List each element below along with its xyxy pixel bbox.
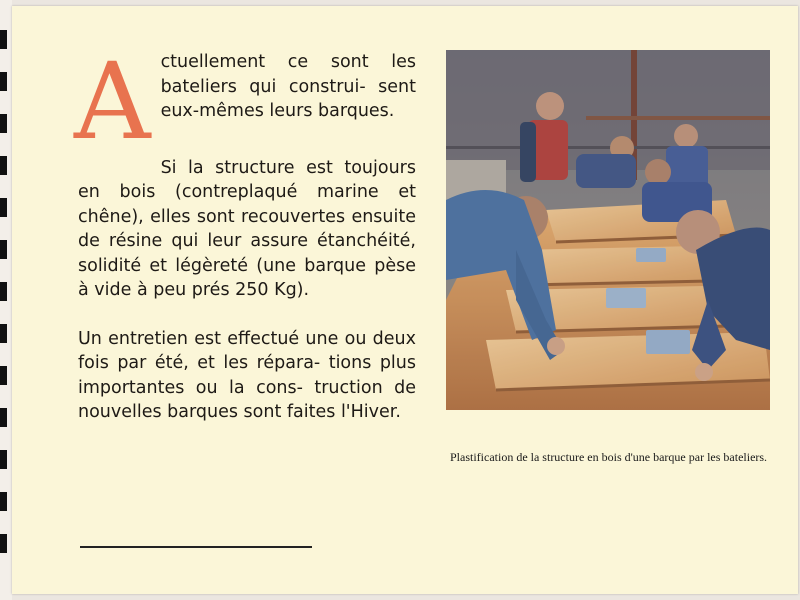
- binding-hole: [0, 366, 7, 385]
- binding-hole: [0, 324, 7, 343]
- drop-cap-letter: A: [74, 40, 151, 163]
- binding-hole: [0, 240, 7, 259]
- photo-caption: Plastification de la structure en bois d'une barque par les bateliers.: [450, 450, 768, 464]
- intro-paragraph-text: ctuellement ce sont les bateliers qui construi- sent eux-mêmes leurs barques.: [160, 52, 416, 121]
- binding-hole: [0, 282, 7, 301]
- maintenance-paragraph: Un entretien est effectué une ou deux fois par été, et les répara- tions plus importantes ou la cons- truction de nouvelles barques sont faites l'Hiver.: [78, 328, 416, 422]
- binding-hole: [0, 72, 7, 91]
- document-page: [12, 6, 798, 594]
- binding-hole: [0, 450, 7, 469]
- article-text: [74, 40, 416, 449]
- spiral-binding: [0, 0, 12, 600]
- binding-hole: [0, 198, 7, 217]
- binding-hole: [0, 534, 7, 553]
- footer-rule: [80, 546, 312, 548]
- structure-paragraph: Si la structure est toujours en bois (contreplaqué marine et chêne), elles sont recouvertes ensuite de résine qui leur assure étanchéité, solidité et légèreté (une barque pèse à vide à peu prés 250 Kg).: [78, 157, 416, 300]
- binding-hole: [0, 408, 7, 427]
- binding-hole: [0, 156, 7, 175]
- binding-hole: [0, 30, 7, 49]
- binding-hole: [0, 114, 7, 133]
- boat-workshop-photo: [446, 50, 770, 410]
- intro-paragraph: [74, 40, 416, 163]
- binding-hole: [0, 492, 7, 511]
